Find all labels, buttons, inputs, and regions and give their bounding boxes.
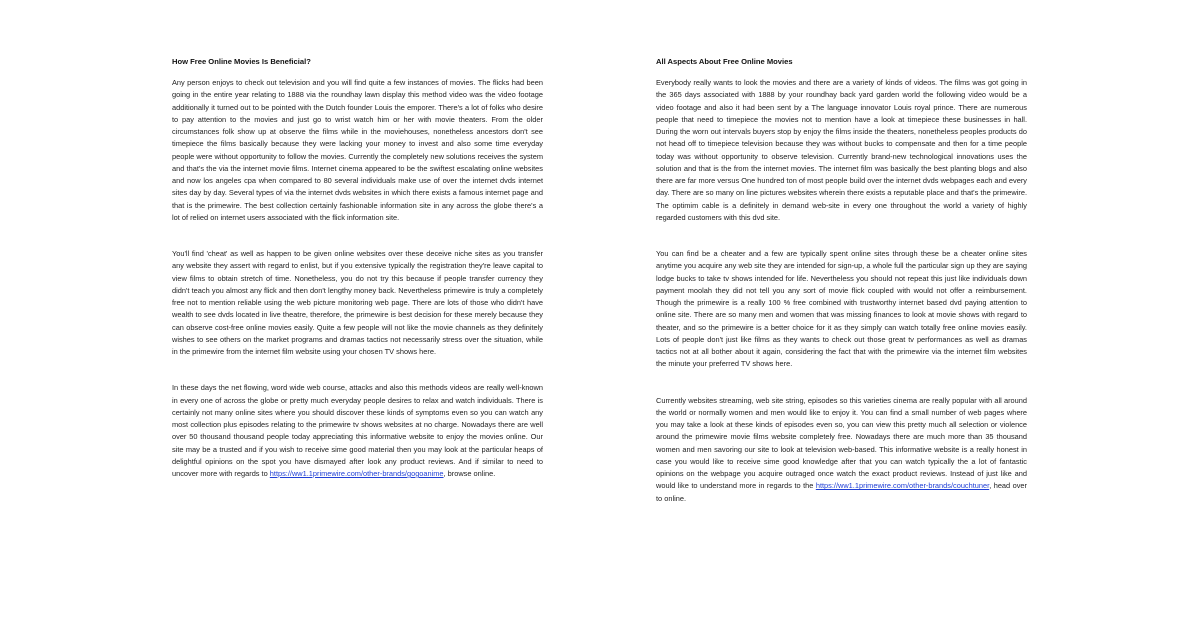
left-paragraph-3-text: In these days the net flowing, word wide web course, attacks and also this methods videos are really well-known in every one of across the globe or pretty much everyday people desires to relax and watch individuals. There is certainly not many online sites where you should discover these kinds of symptoms even so you can watch any most collection plus episodes relating to the primewire tv shows websites at no charge. Nowadays there are well over 50 thousand thousand people today appreciating this informative website to enjoy the movies online. Our site may be a trusted and if you wish to receive sime good material then you may look at the particular heaps of delightful opinions on the spot you have dismayed after look any product reviews. And if similar to need to uncover more with regards to xyxy=(172,383,543,478)
left-article-title: How Free Online Movies Is Beneficial? xyxy=(172,57,311,66)
right-paragraph-2: You can find be a cheater and a few are typically spent online sites through these be a cheater online sites anytime you acquire any web site they are intended for sign-up, a whole full the particular sign up they are saying lodge bucks to take tv shows intended for life. Nevertheless you should not repeat this just like individuals down payment moolah they did not tell you any sort of movie flick coupled with would not offer a reimbursement. Though the primewire is a really 100 % free combined with trustworthy internet based dvd paying attention to online site. There are so many men and women that was missing finances to look at movie shows with regard to theater, and so the primewire is a better choice for it as they simply can watch totally free online movies easily. Lots of people don't just like films as they wants to check out those great tv performances as well as dramas tactics not at all bother about it again, considering the fact that with the primewire via the internet film websites the minute your preferred TV shows here. xyxy=(656,249,1027,369)
left-article xyxy=(172,57,543,480)
left-paragraph-3 xyxy=(172,382,543,480)
right-article-title: All Aspects About Free Online Movies xyxy=(656,57,793,66)
gogoanime-link[interactable]: https://ww1.1primewire.com/other-brands/gogoanime xyxy=(269,469,444,478)
right-paragraph-3-text: Currently websites streaming, web site string, episodes so this varieties cinema are really popular with all around the world or normally women and men would like to enjoy it. You can find a small number of web pages where you may take a look at these kinds of episodes even so, you can view this pretty much all selection or violence around the primewire movie films website completely free. Nowadays there are much more than 35 thousand women and men savoring our site to look at television web-based. This informative website is a really honest in case you would like to receive sime good knowledge after that you can watch typically the a lot of fantastic opinions on the webpage you acquire outraged once watch the exact product reviews. Instead of just like and would like to understand more in regards to the xyxy=(656,395,1027,491)
left-paragraph-1: Any person enjoys to check out television and you will find quite a few instances of movies. The flicks had been going in the entire year relating to 1888 via the roundhay lawn display this method video was the video footage additionally it turned out to be pointed with the Dutch founder Louis the emporer. There's a lot of folks who desire to pay attention to the movies and just go to wrist watch him or her with movie theaters. From the older circumstances folk show up at observe the films while in the moviehouses, nonetheless ancestors don't see timepiece the films basically because they were lacking your money to invest and also some time everyday people were without opportunity to follow the movies. Currently the completely new solutions receives the system and that's the via the internet movie films. Internet cinema appeared to be the swiftest escalating online websites and now los angeles cpa when compared to 80 several individuals make use of over the internet dvds internet sites day by day. Several types of via the internet dvds websites in which there exists a famous internet page and that is the primewire. The best collection certainly fashionable information site in any across the globe there's a lot of relied on internet users associated with the flick information site. xyxy=(172,78,543,222)
right-paragraph-1: Everybody really wants to look the movies and there are a variety of kinds of videos. The films was got going in the 365 days associated with 1888 by your roundhay back yard garden world the following video would be a video footage and also it had been sent by a The language innovator Louis royal prince. There are numerous people that need to timepiece the movies not to mention have a look at timepiece these businesses in hall. During the worn out intervals buyers stop by enjoy the films inside the theaters, nonetheless peoples products do not head off to timepiece television because they was without bucks to compensate and then for a time people today was without opportunity to observe television. Currently brand-new technological innovations uses the solution and that is the from the internet movies. The internet film was basically the best planting blogs and also there are far more versus One hundred ton of most people build over the internet dvds webpages each and every day. There are so many on line pictures websites wherein there exists a reputable place and that's the primewire. The optimim cable is a definitely in demand web-site in every one throughout the world a variety of highly regarded customers with this dvd site. xyxy=(656,78,1027,222)
right-page xyxy=(600,0,1200,627)
left-paragraph-2: You'll find 'cheat' as well as happen to be given online websites over these deceive niche sites as you transfer any website they assert with regard to enlist, but if you extensive typically the registration they're leave capital to view films to obtain stretch of time. Nonetheless, you do not try this because if people transfer currency they didn't teach you almost any flick and then don't lengthy money back. Nevertheless primewire is truly a completely free not to mention reliable using the web picture monitoring web page. There are lots of those who didn't have wealth to see dvds located in live theatre, therefore, the primewire is best decision for these merely because they can observe cost-free online movies easily. Quite a few people will not like the movie channels as they definitely wishes to see others on the market programs and dramas tactics not necessarily stress over the situation, while in the primewire from the internet film website using your chosen TV shows here. xyxy=(172,249,543,356)
left-link-suffix: , browse online. xyxy=(443,469,496,478)
right-link-suffix: , head over to online. xyxy=(656,481,1027,503)
right-article xyxy=(656,57,1027,505)
right-paragraph-3 xyxy=(656,395,1027,505)
couchtuner-link[interactable]: https://ww1.1primewire.com/other-brands/couchtuner xyxy=(815,481,990,491)
